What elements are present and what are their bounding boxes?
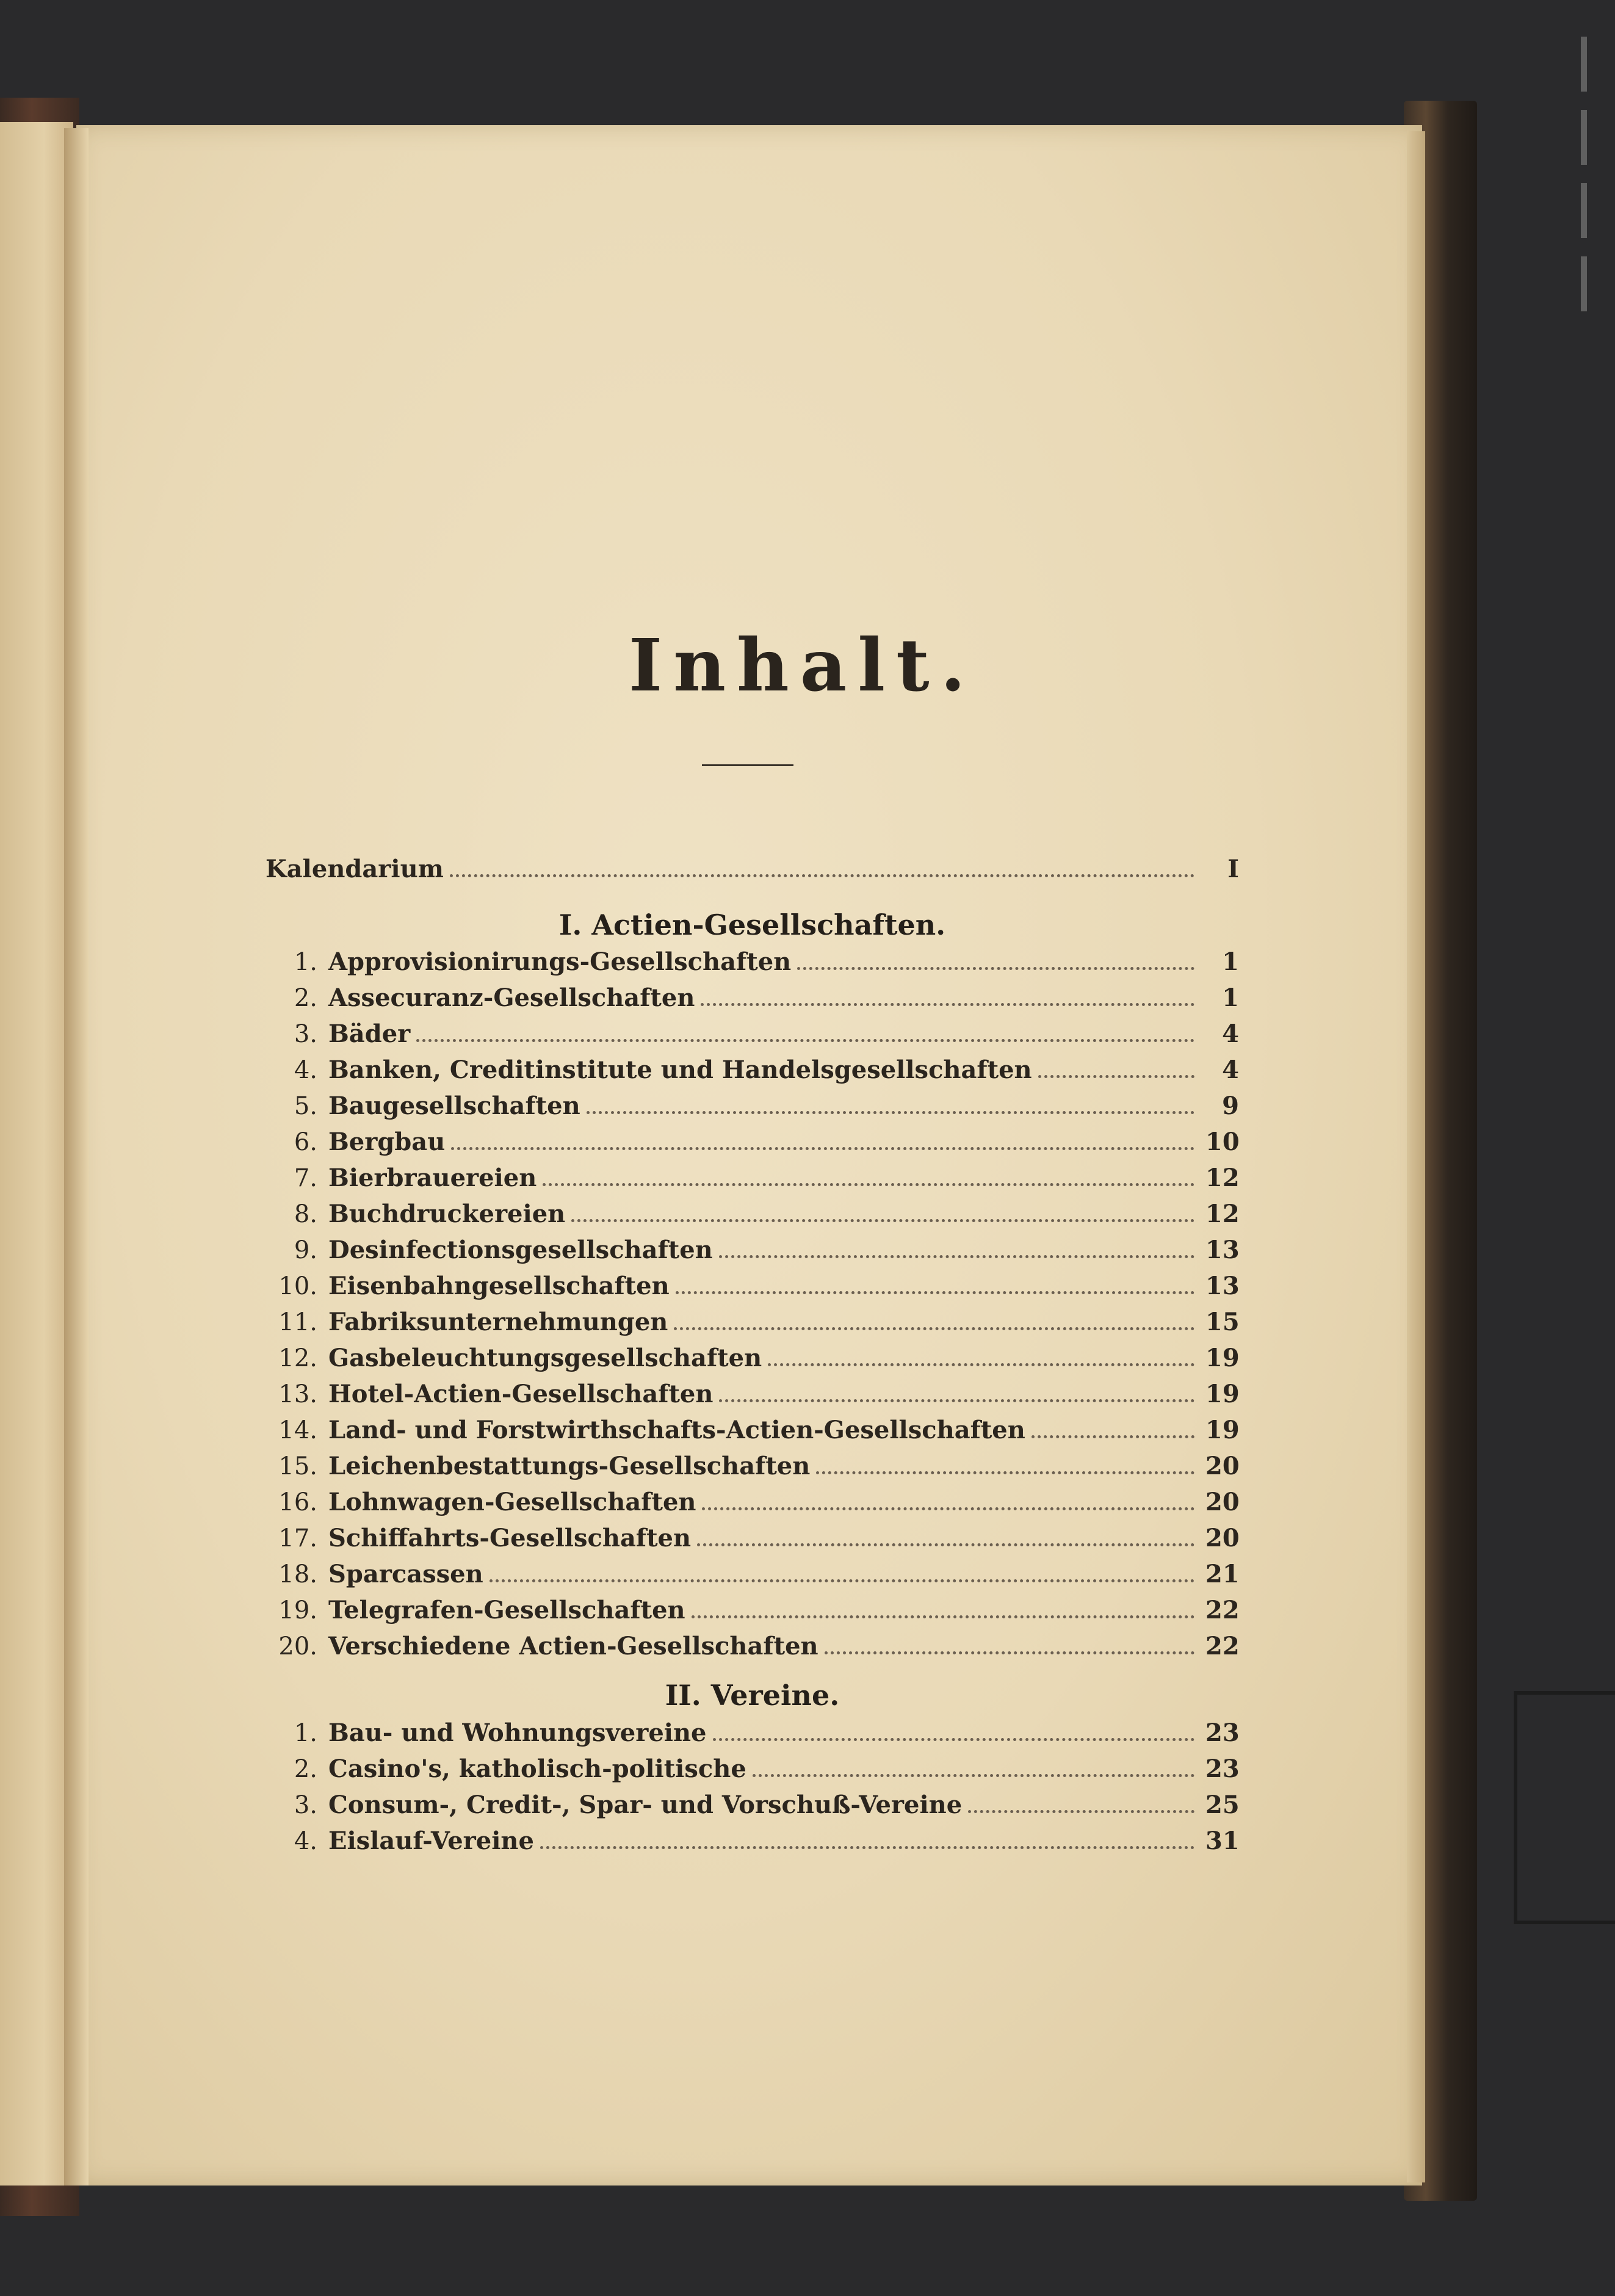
leader-dots — [571, 1219, 1194, 1222]
toc-entry-number: 9. — [294, 1236, 317, 1264]
leader-dots — [968, 1810, 1194, 1813]
toc-entry — [266, 1416, 1239, 1452]
toc-entry — [266, 947, 1239, 984]
film-mark — [1581, 256, 1587, 311]
toc-entry-label: Approvisionirungs-Gesellschaften — [328, 947, 792, 976]
toc-entry-label: Eisenbahngesellschaften — [328, 1272, 670, 1300]
toc-entry — [266, 1200, 1239, 1236]
leader-dots — [825, 1651, 1194, 1654]
toc-entry-page: 23 — [1205, 1718, 1240, 1747]
toc-entry-number: 2. — [294, 984, 317, 1012]
toc-entry-number: 12. — [278, 1344, 317, 1372]
toc-entry — [266, 1272, 1239, 1308]
toc-entry-label: Consum-, Credit-, Spar- und Vorschuß-Vereine — [328, 1791, 963, 1819]
page-edge — [1407, 131, 1425, 2182]
page-gutter — [64, 128, 89, 2186]
toc-entry — [266, 1019, 1239, 1056]
toc-entry — [266, 1380, 1239, 1416]
toc-entry-page: 20 — [1205, 1488, 1240, 1516]
toc-entry-number: 8. — [294, 1200, 317, 1228]
toc-entry-page: 1 — [1222, 947, 1239, 976]
leader-dots — [719, 1255, 1194, 1258]
toc-entry-page: 19 — [1205, 1344, 1240, 1372]
leader-dots — [587, 1111, 1194, 1114]
toc-entry-label: Schiffahrts-Gesellschaften — [328, 1524, 692, 1552]
toc-entry-label: Fabriksunternehmungen — [328, 1308, 668, 1336]
toc-entry-number: 4. — [294, 1056, 317, 1084]
toc-entry-number: 10. — [278, 1272, 317, 1300]
toc-entry-label: Hotel-Actien-Gesellschaften — [328, 1380, 714, 1408]
toc-entry-number: 14. — [278, 1416, 317, 1444]
toc-entry-page: 12 — [1205, 1164, 1240, 1192]
leader-dots — [1032, 1435, 1194, 1438]
toc-entry-number: 16. — [278, 1488, 317, 1516]
leader-dots — [701, 1003, 1194, 1006]
toc-entry-number: 18. — [278, 1560, 317, 1588]
toc-entry — [266, 1596, 1239, 1632]
leader-dots — [768, 1363, 1194, 1366]
toc-entry-page: 25 — [1205, 1791, 1240, 1819]
leader-dots — [702, 1507, 1194, 1510]
toc-entry-number: 6. — [294, 1128, 317, 1156]
toc-entry-label: Bergbau — [328, 1128, 446, 1156]
section-heading: II. Vereine. — [665, 1679, 840, 1712]
facing-page — [0, 122, 73, 2186]
toc-entry-page: 9 — [1222, 1092, 1239, 1120]
toc-entry — [266, 1236, 1239, 1272]
film-strip-marks — [1581, 37, 1593, 1868]
toc-entry-number: 4. — [294, 1827, 317, 1855]
film-mark — [1581, 183, 1587, 238]
toc-entry — [266, 1056, 1239, 1092]
toc-entry-page: 12 — [1205, 1200, 1240, 1228]
leader-dots — [674, 1327, 1194, 1330]
toc-entry — [266, 1488, 1239, 1524]
toc-entry-label: Baugesellschaften — [328, 1092, 580, 1120]
toc-entry-kalendarium — [266, 855, 1239, 891]
leader-dots — [753, 1774, 1194, 1777]
toc-entry-page: 4 — [1222, 1019, 1239, 1048]
leader-dots — [692, 1615, 1194, 1618]
leader-dots — [816, 1471, 1194, 1474]
film-mark — [1581, 37, 1587, 92]
toc-entry-number: 1. — [294, 1719, 317, 1747]
leader-dots — [450, 874, 1194, 877]
toc-entry-label: Leichenbestattungs-Gesellschaften — [328, 1452, 811, 1480]
toc-entry-label: Bäder — [328, 1019, 411, 1048]
toc-entry-page: 20 — [1205, 1524, 1240, 1552]
toc-entry-label: Bau- und Wohnungsvereine — [328, 1718, 707, 1747]
leader-dots — [697, 1543, 1194, 1546]
toc-entry-number: 13. — [278, 1380, 317, 1408]
toc-entry-page: 31 — [1205, 1827, 1240, 1855]
page-title: Inhalt. — [629, 623, 977, 708]
toc-entry-page: 19 — [1205, 1416, 1240, 1444]
leader-dots — [1038, 1075, 1194, 1078]
leader-dots — [719, 1399, 1194, 1402]
toc-entry-label: Lohnwagen-Gesellschaften — [328, 1488, 696, 1516]
toc-entry — [266, 1632, 1239, 1668]
toc-entry — [266, 983, 1239, 1020]
toc-entry-label: Verschiedene Actien-Gesellschaften — [328, 1632, 818, 1660]
toc-entry — [266, 1092, 1239, 1128]
toc-entry-page: 23 — [1205, 1755, 1240, 1783]
leader-dots — [490, 1579, 1194, 1582]
toc-entry-number: 7. — [294, 1164, 317, 1192]
leader-dots — [543, 1183, 1194, 1186]
toc-entry-number: 15. — [278, 1452, 317, 1480]
toc-entry-label: Sparcassen — [328, 1560, 483, 1588]
leader-dots — [797, 967, 1194, 970]
leader-dots — [713, 1738, 1195, 1741]
toc-entry-label: Land- und Forstwirthschafts-Actien-Gesellschaften — [328, 1416, 1025, 1444]
toc-entry-page: 13 — [1205, 1272, 1240, 1300]
toc-entry — [266, 1718, 1239, 1755]
toc-entry-label: Telegrafen-Gesellschaften — [328, 1596, 685, 1624]
toc-entry — [266, 1344, 1239, 1380]
toc-entry-page: I — [1227, 855, 1239, 883]
toc-entry-label: Desinfectionsgesellschaften — [328, 1236, 713, 1264]
toc-entry — [266, 1524, 1239, 1560]
leader-dots — [540, 1846, 1194, 1849]
toc-entry-number: 11. — [278, 1308, 317, 1336]
toc-entry-number: 3. — [294, 1020, 317, 1048]
toc-entry-page: 21 — [1205, 1560, 1240, 1588]
leader-dots — [676, 1291, 1194, 1294]
film-mark — [1581, 110, 1587, 165]
toc-entry-number: 19. — [278, 1596, 317, 1624]
toc-entry-page: 22 — [1205, 1596, 1240, 1624]
title-divider — [702, 764, 793, 766]
leader-dots — [451, 1147, 1194, 1150]
toc-entry-label: Buchdruckereien — [328, 1200, 566, 1228]
toc-entry-page: 22 — [1205, 1632, 1240, 1660]
toc-entry-number: 5. — [294, 1092, 317, 1120]
toc-entry-label: Assecuranz-Gesellschaften — [328, 983, 695, 1012]
toc-entry — [266, 1755, 1239, 1791]
toc-entry-number: 3. — [294, 1791, 317, 1819]
section-heading: I. Actien-Gesellschaften. — [558, 908, 946, 941]
toc-entry-label: Gasbeleuchtungsgesellschaften — [328, 1344, 762, 1372]
toc-entry-page: 4 — [1222, 1056, 1239, 1084]
toc-entry-label: Bierbrauereien — [328, 1164, 537, 1192]
toc-entry-number: 17. — [278, 1524, 317, 1552]
toc-entry-page: 10 — [1205, 1128, 1240, 1156]
toc-entry — [266, 1308, 1239, 1344]
toc-entry-label: Banken, Creditinstitute und Handelsgesellschaften — [328, 1056, 1032, 1084]
toc-entry-page: 19 — [1205, 1380, 1240, 1408]
toc-entry — [266, 1128, 1239, 1164]
scanner-clamp — [1514, 1691, 1615, 1924]
toc-entry-number: 2. — [294, 1755, 317, 1783]
toc-entry — [266, 1827, 1239, 1863]
toc-entry — [266, 1560, 1239, 1596]
toc-entry-page: 13 — [1205, 1236, 1240, 1264]
toc-entry — [266, 1791, 1239, 1827]
toc-entry-page: 15 — [1205, 1308, 1240, 1336]
toc-entry-page: 20 — [1205, 1452, 1240, 1480]
leader-dots — [416, 1039, 1194, 1042]
toc-entry — [266, 1164, 1239, 1200]
toc-entry — [266, 1452, 1239, 1488]
toc-entry-number: 20. — [278, 1632, 317, 1660]
toc-entry-label: Kalendarium — [266, 855, 444, 883]
toc-entry-label: Eislauf-Vereine — [328, 1827, 534, 1855]
toc-entry-number: 1. — [294, 948, 317, 976]
toc-entry-label: Casino's, katholisch-politische — [328, 1755, 746, 1783]
toc-entry-page: 1 — [1222, 983, 1239, 1012]
